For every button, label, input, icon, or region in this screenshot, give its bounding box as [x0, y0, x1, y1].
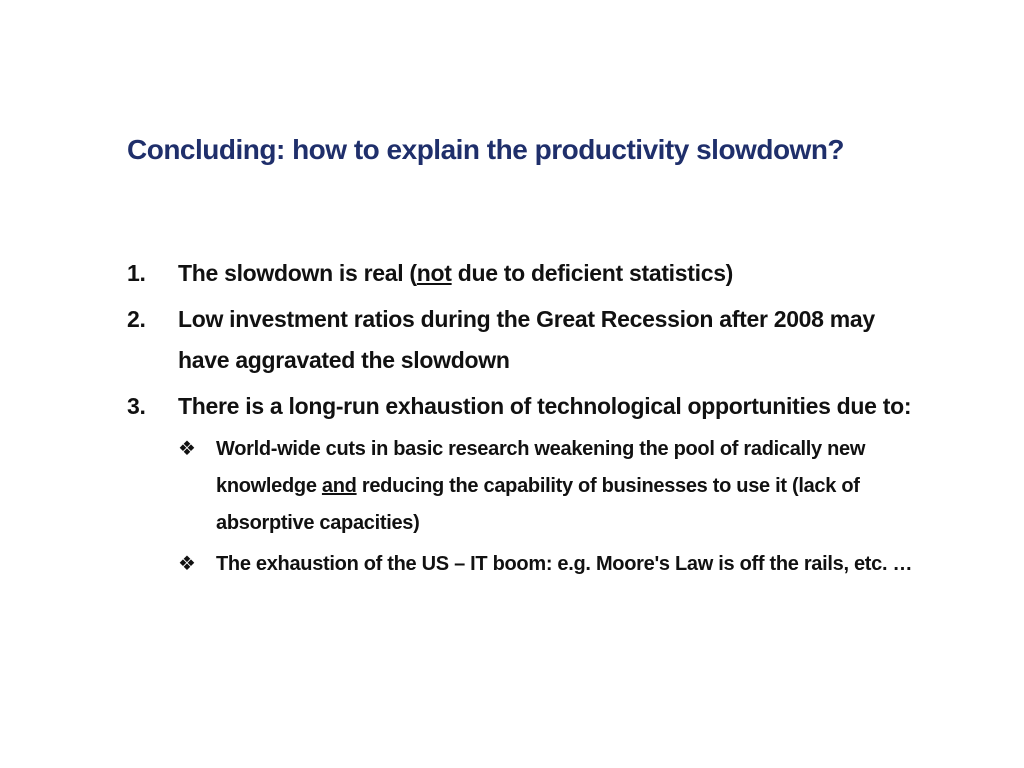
list-number: 2.: [127, 306, 146, 332]
sub-list: [178, 431, 927, 583]
underlined-word: not: [416, 260, 452, 286]
sub-list-item: [178, 431, 927, 542]
underlined-word: and: [321, 475, 357, 497]
list-item: [127, 299, 927, 381]
list-number: 1.: [127, 260, 146, 286]
list-item-text: Low investment ratios during the Great Recession after 2008 may have aggravated the slowdown: [178, 306, 875, 373]
list-item: [127, 253, 927, 294]
diamond-bullet-icon: ❖: [178, 553, 196, 575]
list-item-text: There is a long-run exhaustion of technological opportunities due to:: [178, 393, 912, 419]
diamond-bullet-icon: ❖: [178, 438, 196, 460]
list-item: [127, 386, 927, 583]
text-segment: due to deficient statistics): [451, 260, 734, 286]
numbered-list: [127, 253, 927, 588]
text-segment: reducing the capability of businesses to use it (lack of absorptive capacities): [216, 475, 860, 534]
text-segment: The slowdown is real (: [178, 260, 417, 286]
list-item-text: [178, 260, 733, 286]
sub-list-item-text: [216, 438, 865, 534]
sub-list-item: [178, 546, 927, 583]
list-number: 3.: [127, 393, 146, 419]
text-segment: World-wide cuts in basic research weakening the pool of radically new knowledge: [216, 438, 866, 497]
sub-list-item-text: The exhaustion of the US – IT boom: e.g. Moore's Law is off the rails, etc. …: [216, 553, 913, 575]
slide-title: Concluding: how to explain the productivity slowdown?: [127, 134, 845, 165]
